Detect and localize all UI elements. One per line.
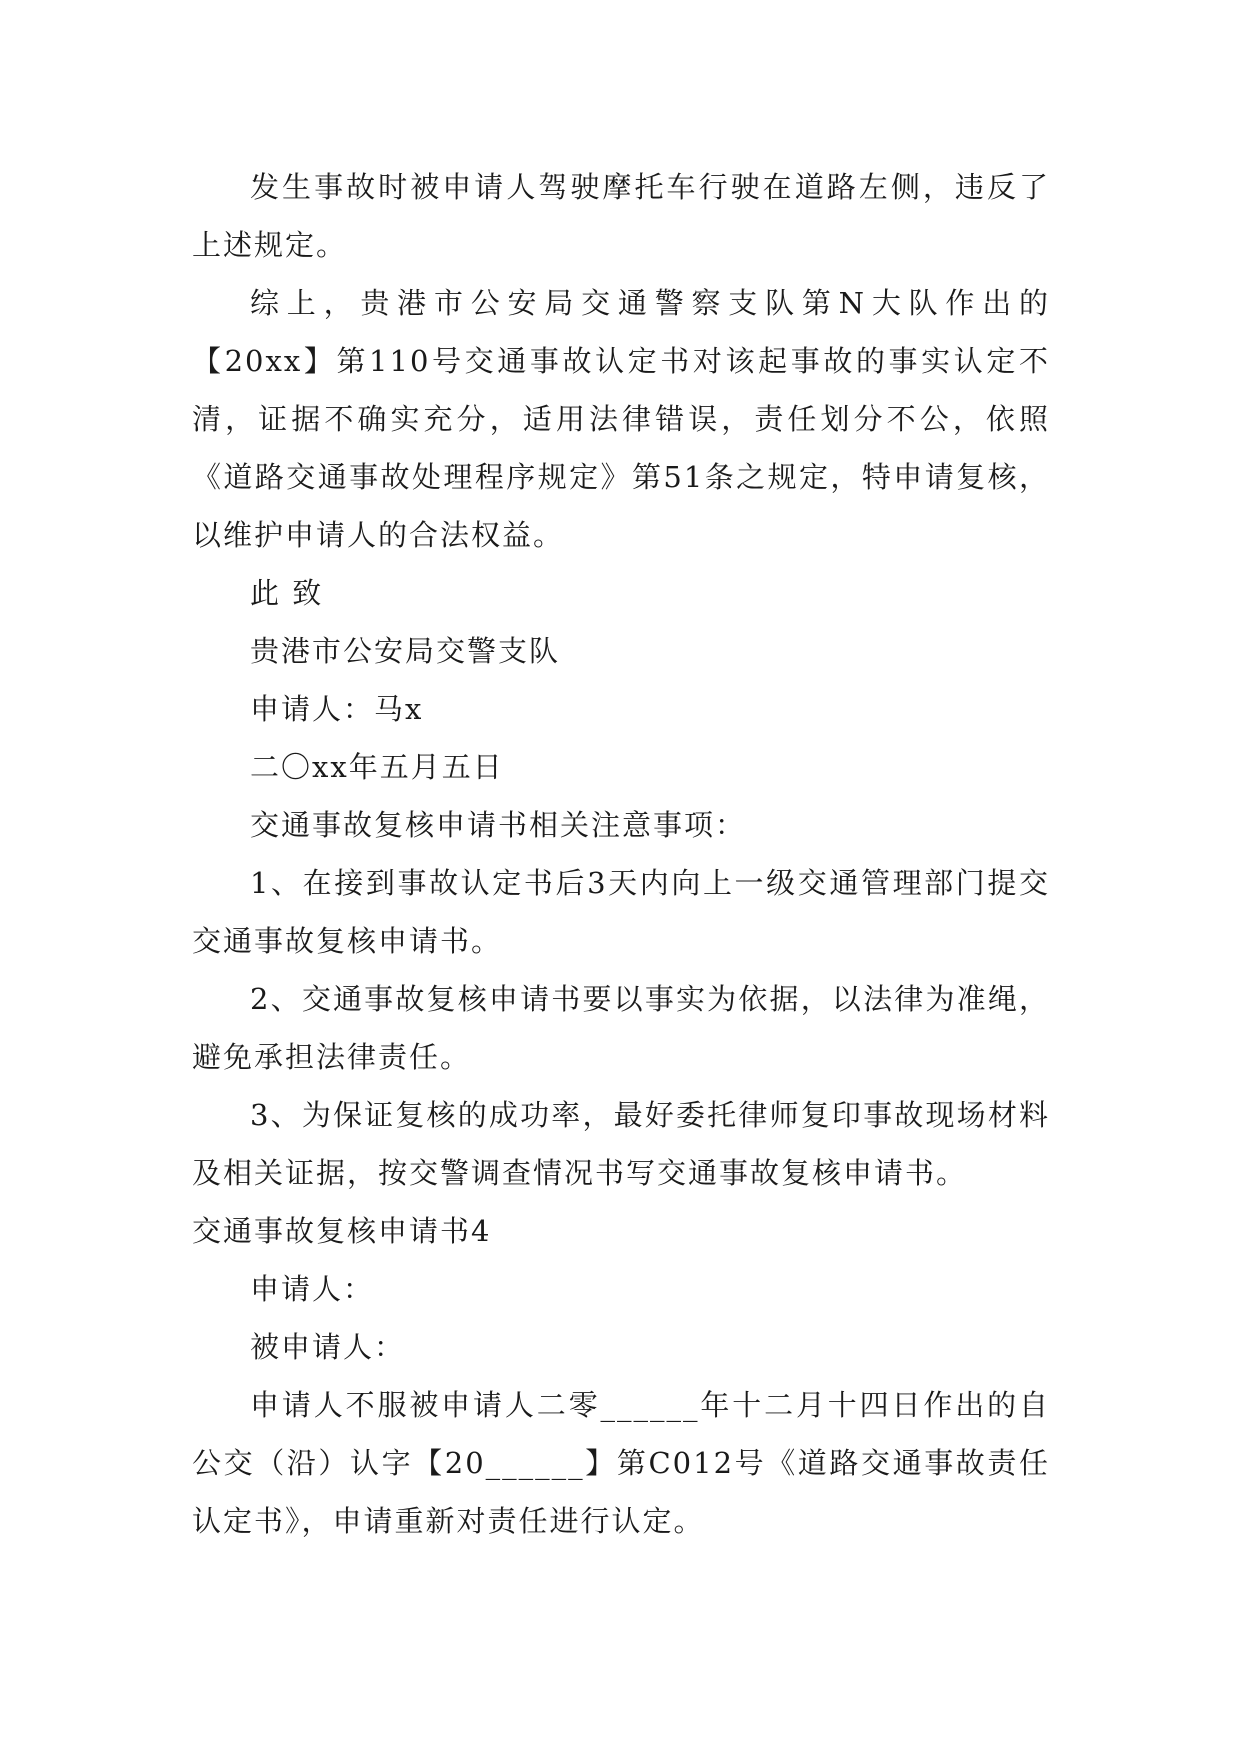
note-item-1: 1、在接到事故认定书后3天内向上一级交通管理部门提交交通事故复核申请书。 — [192, 866, 1050, 958]
document-body — [192, 158, 1050, 1550]
paragraph-request: 申请人不服被申请人二零______年十二月十四日作出的自公交（沿）认字【20______】第C012号《道路交通事故责任认定书》，申请重新对责任进行认定。 — [192, 1388, 1050, 1538]
date: 二〇xx年五月五日 — [250, 750, 504, 784]
paragraph-conclusion: 综上，贵港市公安局交通警察支队第N大队作出的【20xx】第110号交通事故认定书对该起事故的事实认定不清，证据不确实充分，适用法律错误，责任划分不公，依照《道路交通事故处理程序规定》第51条之规定，特申请复核，以维护申请人的合法权益。 — [192, 286, 1050, 552]
recipient: 贵港市公安局交警支队 — [250, 634, 561, 668]
section-title: 交通事故复核申请书4 — [192, 1214, 492, 1248]
note-item-2: 2、交通事故复核申请书要以事实为依据，以法律为准绳，避免承担法律责任。 — [192, 982, 1050, 1074]
applicant-label: 申请人： — [250, 1272, 375, 1306]
respondent-label: 被申请人： — [250, 1330, 406, 1364]
paragraph-violation: 发生事故时被申请人驾驶摩托车行驶在道路左侧，违反了上述规定。 — [192, 170, 1050, 262]
applicant-signature: 申请人：马x — [250, 692, 424, 726]
note-item-3: 3、为保证复核的成功率，最好委托律师复印事故现场材料及相关证据，按交警调查情况书写交通事故复核申请书。 — [192, 1098, 1050, 1190]
salutation: 此 致 — [250, 576, 324, 610]
notes-heading: 交通事故复核申请书相关注意事项： — [250, 808, 747, 842]
